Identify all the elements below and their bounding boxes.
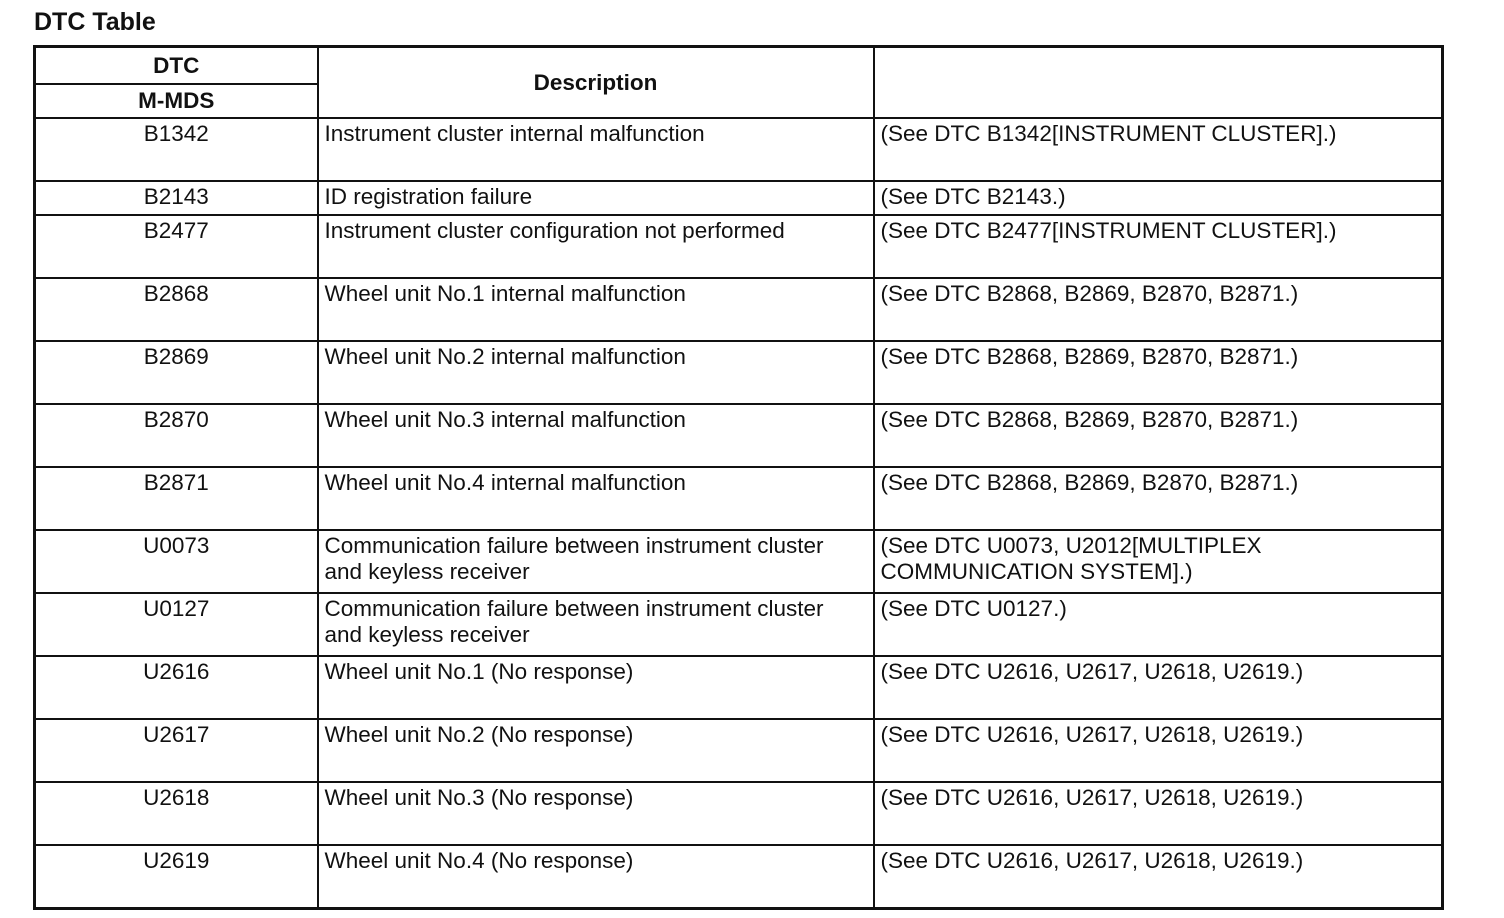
table-row [35, 530, 1443, 593]
dtc-reference[interactable]: (See DTC B1342[INSTRUMENT CLUSTER].) [874, 118, 1443, 181]
page-title: DTC Table [34, 8, 156, 36]
dtc-description: Wheel unit No.3 (No response) [318, 782, 874, 845]
dtc-reference[interactable]: (See DTC U0127.) [874, 593, 1443, 656]
header-dtc: DTC [35, 47, 318, 85]
dtc-reference[interactable]: (See DTC U2616, U2617, U2618, U2619.) [874, 719, 1443, 782]
dtc-code: B2143 [35, 181, 318, 215]
dtc-description: ID registration failure [318, 181, 874, 215]
dtc-reference[interactable]: (See DTC B2143.) [874, 181, 1443, 215]
table-row [35, 593, 1443, 656]
table-row [35, 656, 1443, 719]
dtc-code: B2871 [35, 467, 318, 530]
dtc-code: U2616 [35, 656, 318, 719]
table-row [35, 215, 1443, 278]
table-row [35, 719, 1443, 782]
dtc-code: U2618 [35, 782, 318, 845]
dtc-code: U2619 [35, 845, 318, 909]
dtc-description: Instrument cluster internal malfunction [318, 118, 874, 181]
dtc-reference[interactable]: (See DTC U2616, U2617, U2618, U2619.) [874, 845, 1443, 909]
dtc-description: Wheel unit No.4 internal malfunction [318, 467, 874, 530]
dtc-description: Communication failure between instrument cluster and keyless receiver [318, 530, 874, 593]
dtc-reference[interactable]: (See DTC U2616, U2617, U2618, U2619.) [874, 782, 1443, 845]
dtc-code: B2477 [35, 215, 318, 278]
table-row [35, 404, 1443, 467]
table-row [35, 118, 1443, 181]
table-row [35, 341, 1443, 404]
dtc-description: Wheel unit No.3 internal malfunction [318, 404, 874, 467]
header-description: Description [318, 47, 874, 119]
dtc-reference[interactable]: (See DTC U2616, U2617, U2618, U2619.) [874, 656, 1443, 719]
dtc-code: U0127 [35, 593, 318, 656]
dtc-description: Wheel unit No.1 (No response) [318, 656, 874, 719]
dtc-code: U2617 [35, 719, 318, 782]
dtc-description: Instrument cluster configuration not performed [318, 215, 874, 278]
dtc-description: Wheel unit No.4 (No response) [318, 845, 874, 909]
dtc-code: U0073 [35, 530, 318, 593]
header-mmds: M-MDS [35, 84, 318, 118]
dtc-code: B2870 [35, 404, 318, 467]
dtc-description: Wheel unit No.2 (No response) [318, 719, 874, 782]
table-row [35, 845, 1443, 909]
dtc-reference[interactable]: (See DTC U0073, U2012[MULTIPLEX COMMUNICATION SYSTEM].) [874, 530, 1443, 593]
dtc-code: B2868 [35, 278, 318, 341]
table-row [35, 467, 1443, 530]
dtc-description: Wheel unit No.1 internal malfunction [318, 278, 874, 341]
dtc-table [33, 45, 1444, 910]
dtc-reference[interactable]: (See DTC B2477[INSTRUMENT CLUSTER].) [874, 215, 1443, 278]
dtc-description: Wheel unit No.2 internal malfunction [318, 341, 874, 404]
table-row [35, 278, 1443, 341]
dtc-reference[interactable]: (See DTC B2868, B2869, B2870, B2871.) [874, 341, 1443, 404]
dtc-reference[interactable]: (See DTC B2868, B2869, B2870, B2871.) [874, 467, 1443, 530]
dtc-code: B1342 [35, 118, 318, 181]
dtc-reference[interactable]: (See DTC B2868, B2869, B2870, B2871.) [874, 278, 1443, 341]
dtc-code: B2869 [35, 341, 318, 404]
header-reference [874, 47, 1443, 119]
table-row [35, 782, 1443, 845]
dtc-reference[interactable]: (See DTC B2868, B2869, B2870, B2871.) [874, 404, 1443, 467]
dtc-description: Communication failure between instrument cluster and keyless receiver [318, 593, 874, 656]
table-row [35, 181, 1443, 215]
